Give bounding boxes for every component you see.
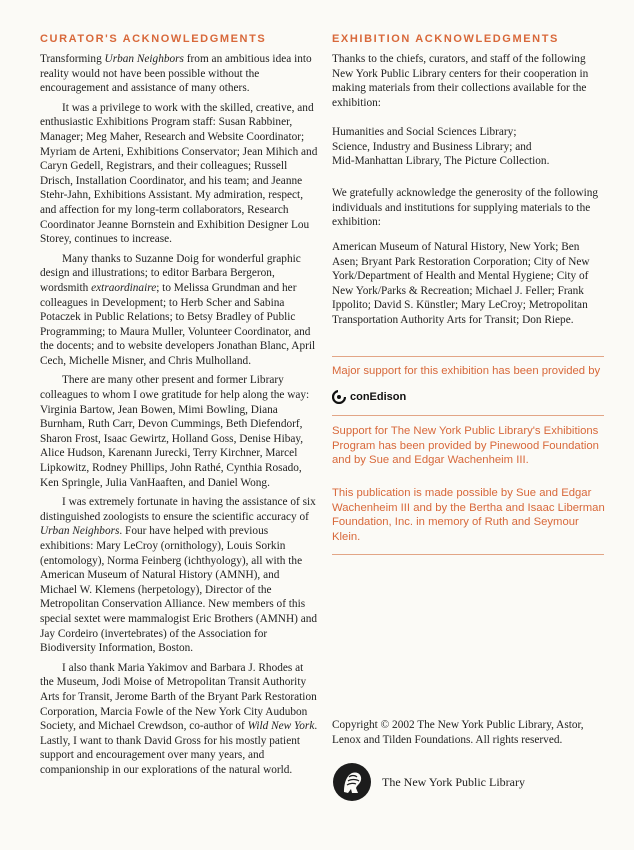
book-title: Wild New York <box>247 720 315 733</box>
divider-middle <box>332 415 604 416</box>
curator-text <box>40 52 318 778</box>
copyright-block <box>332 718 606 747</box>
divider-bottom <box>332 554 604 555</box>
nypl-lion-icon <box>332 762 372 802</box>
publication-support-block <box>332 486 606 544</box>
curator-paragraph-6: I also thank Maria Yakimov and Barbara J. Rhodes at the Museum, Jodi Moise of Metropolitan Transit Authority Arts for Transit, Jerome Barth of the Bryant Park Restoration Corporation, Marcia Fowle of the New York City Audubon Society, and Michael Crewdson, co-author of Wild New York. Lastly, I want to thank David Gross for his mostly patient support and encouragement over many years, and companionship in our explorations of the natural world. <box>40 661 318 776</box>
curator-paragraph-2: It was a privilege to work with the skilled, creative, and enthusiastic Exhibitions Program staff: Susan Rabbiner, Manager; Meg Maher, Research and Website Coordinator; Myriam de Arteni, Exhibitions Conservator; Jean Mihich and Caryn Gedell, Registrars, and their colleagues; Russell Drisch, Installation Coordinator, and his team; and Jeanne Stehr-Jahn, Exhibitions Assistant. My admiration, respect, and affection for my long-term collaborators, Research Coordinator Jeanne Bornstein and Exhibition Designer Lou Storey, continues to increase. <box>40 101 318 246</box>
sponsor-logo <box>332 390 606 404</box>
program-support-block <box>332 424 606 468</box>
book-title: Urban Neighbors <box>40 525 120 538</box>
publication-support-text: This publication is made possible by Sue and Edgar Wachenheim III and by the Bertha and Isaac Liberman Foundation, Inc. in memory of Ruth and Seymour Klein. <box>332 487 605 543</box>
center-item: Science, Industry and Business Library; and <box>332 140 532 153</box>
divider-top <box>332 356 604 357</box>
copyright-text: Copyright © 2002 The New York Public Library, Astor, Lenox and Tilden Foundations. All rights reserved. <box>332 719 584 746</box>
book-title: Urban Neighbors <box>104 53 184 65</box>
exhibition-heading: EXHIBITION ACKNOWLEDGMENTS <box>332 33 559 45</box>
curator-paragraph-3: Many thanks to Suzanne Doig for wonderful graphic design and illustrations; to editor Barbara Bergeron, wordsmith extraordinaire; to Melissa Grundman and her colleagues in Development; to Herb Scher and Sabina Potaczek in Public Relations; to Betsy Bradley of Public Programming; to Maura Muller, Volunteer Coordinator, and the docents; and to website developers Jonathan Blanc, April Cech, Michelle Misner, and Chris Mulholland. <box>40 252 316 367</box>
library-name: The New York Public Library <box>382 774 525 789</box>
curator-paragraph-1: Transforming Urban Neighbors from an ambitious idea into reality would not have been possible without the encouragement and assistance of many others. <box>40 53 312 95</box>
sponsor-logo-text: conEdison <box>350 390 407 403</box>
lenders-block <box>332 240 606 328</box>
lenders-intro-block <box>332 186 606 230</box>
major-support-text: Major support for this exhibition has been provided by <box>332 365 601 377</box>
curator-paragraph-4: There are many other present and former Library colleagues to whom I owe gratitude for help along the way: Virginia Bartow, Jean Bowen, Mimi Bowling, Diana Burnham, Ruth Carr, Devon Cummings, Beth Diefendorf, Sharon Frost, Isaac Gewirtz, Holland Goss, Denise Hibay, Alice Hudson, Karenann Jurecki, Terry Kirchner, Marcel Lipkowitz, Rodney Phillips, John Rathé, Cynthia Rosado, Ken Springle, Julia VanHaaften, and Daniel Wong. <box>40 374 310 489</box>
exhibition-intro: Thanks to the chiefs, curators, and staff of the following New York Public Library centers for their cooperation in making materials from their collections available for the exhibition: <box>332 53 589 109</box>
exhibition-intro-block <box>332 52 606 110</box>
center-item: Humanities and Social Sciences Library; <box>332 126 517 138</box>
curator-heading: CURATOR'S ACKNOWLEDGMENTS <box>40 33 267 45</box>
library-logo <box>332 762 606 802</box>
major-support-block <box>332 364 606 404</box>
curator-paragraph-5: I was extremely fortunate in having the assistance of six distinguished zoologists to ensure the scientific accuracy of Urban Neighbors. Four have helped with previous exhibitions: Mary LeCroy (ornithology), Louis Sorkin (entomology), Norma Feinberg (ichthyology), all with the American Museum of Natural History (AMNH), and Michael W. Klemens (herpetology), Director of the Metropolitan Conservation Alliance. New members of this special sextet were mammalogist Eric Brothers (AMNH) and Jay Cordeiro (invertebrates) of the Association for Biodiversity Information, Boston. <box>40 496 318 655</box>
lenders-list: American Museum of Natural History, New York; Ben Asen; Bryant Park Restoration Corporation; City of New York/Department of Health and Mental Hygiene; City of New York/Parks & Recreation; Michael J. Feller; Frank Ippolito; David S. Künstler; Mary LeCroy; Metropolitan Transportation Authority Arts for Transit; Don Riepe. <box>332 241 590 326</box>
center-item: Mid-Manhattan Library, The Picture Collection. <box>332 155 550 168</box>
conedison-logo-icon <box>332 390 346 404</box>
program-support-text: Support for The New York Public Library's Exhibitions Program has been provided by Pinewood Foundation and by Sue and Edgar Wachenheim III. <box>332 425 599 467</box>
lenders-intro: We gratefully acknowledge the generosity of the following individuals and institutions for supplying materials to the exhibition: <box>332 187 599 229</box>
centers-list <box>332 125 606 169</box>
